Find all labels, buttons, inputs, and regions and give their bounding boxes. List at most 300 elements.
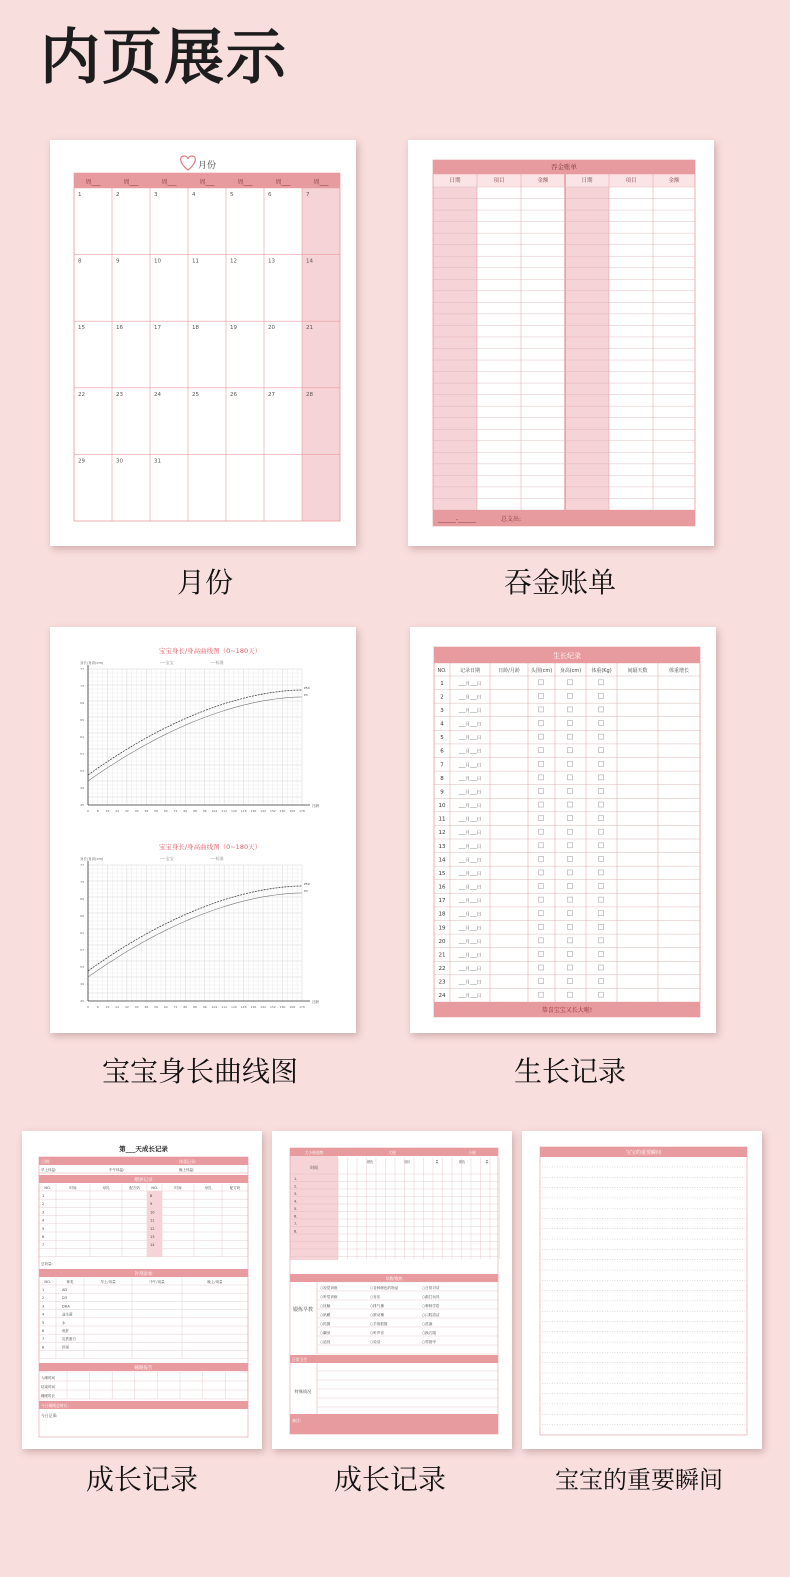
supp-item: DHA (62, 1304, 70, 1309)
ledger-col-header: 金额 (668, 178, 680, 184)
checkbox (539, 856, 544, 861)
x-tick: 160 (279, 809, 286, 813)
supp-no: 3 (42, 1304, 45, 1309)
savings-ledger-page (408, 140, 714, 546)
y-tick: 69 (80, 701, 84, 705)
day-number: 14 (306, 258, 313, 265)
checkbox (539, 829, 544, 834)
growth-date-cell: ___月___日 (458, 749, 482, 755)
ledger-col-header: 项目 (625, 178, 637, 184)
daily-field: 中午体温: (109, 1168, 125, 1172)
feed-no: 11 (150, 1218, 155, 1223)
supp-col: NO. (44, 1280, 51, 1284)
growth-row-number: 17 (438, 898, 446, 905)
day-number: 9 (116, 258, 120, 265)
early-notes-bar (290, 1414, 498, 1434)
early-header: 大小便观察 (304, 1150, 324, 1155)
week-label: 周___ (199, 179, 215, 186)
daily-title: 第___天成长记录 (119, 1145, 168, 1153)
checkbox (599, 911, 604, 916)
growth-row-number: 12 (438, 830, 446, 837)
day-number: 31 (154, 458, 161, 465)
day-number: 8 (78, 258, 82, 265)
early-row-no: 7. (294, 1222, 298, 1226)
checkbox (599, 748, 604, 753)
early-activity: ○趴睡 (320, 1313, 331, 1317)
daily-record-card (22, 1131, 262, 1449)
early-activity: ○音乐 (370, 1295, 381, 1299)
checkbox (539, 884, 544, 889)
y-tick: 57 (80, 752, 84, 756)
daily-field: 今日睡眠总时长: (41, 1403, 69, 1408)
x-tick: 48 (144, 809, 149, 813)
early-row-no: 5. (294, 1207, 298, 1211)
x-tick: 72 (173, 809, 178, 813)
feed-no: 5 (42, 1226, 45, 1231)
day-number: 28 (306, 391, 313, 398)
checkbox (599, 829, 604, 834)
day-number: 29 (78, 458, 85, 465)
feed-no: 14 (150, 1243, 155, 1248)
x-tick: 16 (105, 1005, 110, 1009)
checkbox (599, 802, 604, 807)
chart-legend: ----标准 (210, 660, 224, 665)
growth-row-number: 23 (438, 979, 446, 986)
growth-col-header: 记录日期 (459, 668, 481, 674)
supp-no: 7 (42, 1337, 45, 1342)
x-tick: 32 (124, 1005, 129, 1009)
checkbox (599, 884, 604, 889)
moments-page (522, 1131, 762, 1449)
early-activity: ○听声音 (370, 1331, 384, 1335)
early-header: 大便 (388, 1150, 396, 1155)
chart-legend: ----宝宝 (160, 856, 174, 861)
x-tick: 24 (115, 1005, 120, 1009)
checkbox (539, 951, 544, 956)
day-number: 2 (116, 192, 120, 198)
growth-row-number: 6 (440, 748, 444, 755)
daily-caption: 成长记录 (85, 1463, 198, 1496)
growth-row-number: 24 (438, 993, 446, 1000)
early-education-page (272, 1131, 512, 1449)
early-row-no: 1. (294, 1177, 298, 1181)
x-tick: 40 (134, 1005, 139, 1009)
checkbox (599, 870, 604, 875)
supp-item: 水 (62, 1320, 66, 1325)
y-tick: 77 (80, 863, 84, 867)
checkbox (568, 829, 573, 834)
growth-row-number: 11 (438, 816, 446, 823)
checkbox (568, 707, 573, 712)
early-activity: ○听觉训练 (320, 1295, 338, 1299)
growth-record-page (410, 627, 716, 1033)
x-tick: 144 (260, 1005, 266, 1009)
early-subheader: 颜色 (366, 1160, 374, 1164)
week-label: 周___ (275, 179, 291, 186)
y-tick: 69 (80, 897, 84, 901)
growth-row-number: 8 (440, 775, 444, 782)
supp-no: 2 (42, 1296, 45, 1301)
growth-row-number: 21 (438, 952, 446, 959)
checkbox (539, 693, 544, 698)
day-number: 3 (154, 192, 158, 198)
day-number: 16 (116, 325, 123, 332)
checkbox (599, 951, 604, 956)
checkbox (568, 911, 573, 916)
page-title: 内页展示 (40, 23, 288, 93)
daily-section: 喂养记录 (134, 1178, 153, 1183)
early-section-side: 锻炼早教 (292, 1307, 314, 1313)
feed-col: 配方奶 (129, 1186, 140, 1190)
feed-col: 时间 (69, 1186, 77, 1190)
x-tick: 24 (115, 809, 120, 813)
daily-field: 体重记录: (179, 1159, 197, 1164)
ledger-col-header: 日期 (449, 178, 461, 184)
growth-date-cell: ___月___日 (458, 736, 482, 742)
early-section: 备注: (292, 1418, 302, 1423)
supp-no: 1 (42, 1288, 45, 1292)
feed-col: 时间 (174, 1186, 182, 1190)
early-activity: ○追视 (320, 1340, 331, 1344)
feed-no: 7 (42, 1243, 45, 1248)
ledger-col-header: 日期 (581, 178, 593, 184)
x-tick: 104 (211, 809, 218, 813)
day-number: 25 (192, 391, 199, 398)
early-row-no: 2. (294, 1184, 298, 1189)
day-number: 23 (116, 391, 123, 398)
early-caption: 成长记录 (333, 1463, 446, 1496)
monthly-caption: 月份 (176, 566, 233, 599)
checkbox (539, 788, 544, 793)
chart-xlabel: 日龄 (312, 1000, 319, 1004)
checkbox (568, 788, 573, 793)
moments-title: 宝宝的重要瞬间 (625, 1150, 662, 1156)
early-activity: ○换衣服 (422, 1331, 436, 1335)
calendar-frame (74, 173, 340, 521)
savings-caption: 吞金账单 (503, 566, 616, 599)
x-tick: 152 (269, 1005, 276, 1009)
y-tick: 57 (80, 948, 84, 952)
checkbox (539, 734, 544, 739)
growth-row-number: 1 (440, 680, 444, 687)
ledger-footer-total: 总支出: (501, 516, 522, 523)
daily-section: 睡眠报告 (134, 1366, 153, 1371)
checkbox (539, 775, 544, 780)
checkbox (568, 843, 573, 848)
monthly-header-label: 月份 (198, 161, 217, 171)
checkbox (568, 938, 573, 943)
checkbox (568, 979, 573, 984)
day-number: 17 (154, 325, 161, 332)
checkbox (539, 680, 544, 685)
early-activity: ○抓握 (320, 1322, 331, 1326)
early-activity: ○抚触 (320, 1304, 331, 1308)
growth-date-cell: ___月___日 (458, 763, 482, 769)
x-tick: 120 (231, 1005, 237, 1009)
daily-field: 日期: (41, 1159, 51, 1164)
early-row-no: 6. (294, 1214, 298, 1219)
supp-item: 乳铁蛋白 (62, 1337, 76, 1342)
y-tick: 61 (80, 735, 84, 739)
checkbox (599, 924, 604, 929)
feed-no: 13 (150, 1235, 155, 1239)
early-activity: ○咿呀学语 (422, 1304, 440, 1308)
growth-col-header: 身高(cm) (559, 668, 582, 674)
feed-no: 10 (150, 1210, 155, 1215)
checkbox (568, 870, 573, 875)
checkbox (568, 992, 573, 997)
checkbox (599, 897, 604, 902)
y-tick: 45 (80, 999, 84, 1003)
checkbox (568, 775, 573, 780)
day-number: 26 (230, 391, 237, 398)
y-tick: 61 (80, 931, 84, 935)
height-chart-caption: 宝宝身长曲线图 (101, 1055, 298, 1088)
week-label: 周___ (313, 179, 329, 186)
growth-row-number: 9 (440, 789, 444, 796)
early-activity: ○敲打玩具 (422, 1295, 440, 1299)
growth-date-cell: ___月___日 (458, 817, 482, 823)
feed-no: 2 (42, 1202, 45, 1207)
supp-no: 5 (42, 1320, 45, 1325)
day-number: 10 (154, 258, 161, 265)
early-section: 日常卫生 (292, 1357, 308, 1362)
x-tick: 48 (144, 1005, 149, 1009)
supp-item: 鱼肝 (62, 1329, 69, 1333)
monthly-calendar-page (50, 140, 356, 546)
y-tick: 53 (80, 769, 84, 773)
growth-date-cell: ___月___日 (458, 708, 482, 714)
x-tick: 144 (260, 809, 266, 813)
feed-no: 12 (150, 1226, 155, 1231)
early-activity: ○被动操 (370, 1313, 384, 1317)
x-tick: 168 (289, 1005, 296, 1009)
checkbox (539, 816, 544, 821)
x-tick: 80 (183, 809, 188, 813)
y-tick: 65 (80, 914, 84, 918)
growth-row-number: 5 (440, 735, 444, 742)
calendar-grid (74, 173, 340, 521)
checkbox (568, 693, 573, 698)
early-education-card (272, 1131, 512, 1449)
checkbox (599, 775, 604, 780)
y-tick: 49 (80, 982, 84, 986)
growth-row-number: 18 (438, 911, 446, 918)
supp-no: 6 (42, 1329, 45, 1333)
checkbox (599, 761, 604, 766)
x-tick: 8 (96, 809, 99, 813)
checkbox (539, 761, 544, 766)
ledger-grid (433, 160, 695, 526)
ledger-col-header: 项目 (493, 178, 505, 184)
x-tick: 120 (231, 809, 237, 813)
day-number: 6 (268, 192, 272, 198)
heart-icon (181, 156, 196, 170)
day-number: 13 (268, 258, 275, 265)
x-tick: 168 (289, 809, 296, 813)
growth-row-number: 14 (438, 857, 446, 864)
daily-record-page (22, 1131, 262, 1449)
week-label: 周___ (161, 179, 177, 186)
growth-date-cell: ___月___日 (458, 899, 482, 905)
checkbox (539, 938, 544, 943)
checkbox (599, 680, 604, 685)
growth-record-card (410, 627, 716, 1033)
growth-col-header: NO. (437, 668, 447, 674)
chart-legend: ----标准 (210, 856, 224, 861)
checkbox (599, 707, 604, 712)
day-number: 27 (268, 391, 275, 398)
chart-title: 宝宝身长/身高曲线图（0~180天） (158, 647, 262, 655)
daily-grid (39, 1144, 248, 1437)
y-tick: 73 (80, 684, 84, 688)
week-label: 周___ (237, 179, 253, 186)
growth-date-cell: ___月___日 (458, 939, 482, 945)
early-activity: ○说话 (370, 1340, 381, 1344)
checkbox (568, 924, 573, 929)
x-tick: 176 (299, 1005, 305, 1009)
supp-item: 钙剂 (62, 1345, 69, 1350)
feed-col: NO. (151, 1186, 158, 1190)
daily-field: 晚上体温: (179, 1168, 195, 1172)
early-subheader: 颜色 (458, 1160, 466, 1164)
growth-row-number: 10 (438, 803, 446, 810)
ledger-title: 吞金账单 (551, 163, 577, 171)
curve-label: P50 (304, 882, 310, 886)
checkbox (568, 856, 573, 861)
feed-no: 6 (42, 1235, 45, 1239)
supp-col: 中午/用量 (149, 1280, 165, 1284)
x-tick: 64 (163, 809, 168, 813)
height-chart-card (50, 627, 356, 1033)
day-number: 20 (268, 325, 275, 332)
checkbox (539, 843, 544, 848)
day-number: 24 (154, 391, 161, 398)
growth-date-cell: ___月___日 (458, 681, 482, 687)
daily-field: 总奶量: (41, 1262, 53, 1266)
day-number: 30 (116, 458, 123, 465)
checkbox (539, 707, 544, 712)
daily-field: 早上体温: (41, 1168, 57, 1172)
early-section-bar (290, 1355, 498, 1363)
supp-col: 晚上/用量 (207, 1280, 223, 1284)
checkbox (568, 680, 573, 685)
height-chart-page (50, 627, 356, 1033)
day-number: 18 (192, 325, 199, 332)
growth-date-cell: ___月___日 (458, 980, 482, 986)
growth-col-header: 体重增长 (668, 668, 690, 674)
growth-date-cell: ___月___日 (458, 858, 482, 864)
growth-date-cell: ___月___日 (458, 790, 482, 796)
growth-col-header: 间隔天数 (627, 668, 648, 674)
growth-col-header: 日龄/月龄 (498, 668, 520, 674)
growth-row-number: 4 (440, 721, 444, 728)
feed-no: 3 (42, 1210, 45, 1215)
growth-date-cell: ___月___日 (458, 804, 482, 810)
day-number: 11 (192, 258, 199, 265)
growth-date-cell: ___月___日 (458, 831, 482, 837)
x-tick: 88 (193, 809, 197, 813)
savings-ledger-card (408, 140, 714, 546)
y-tick: 45 (80, 803, 84, 807)
checkbox (599, 693, 604, 698)
chart-legend: ----宝宝 (160, 660, 174, 665)
moments-card (522, 1131, 762, 1449)
daily-section: 补剂添加 (134, 1272, 153, 1277)
early-section-side: 特殊情况 (294, 1389, 312, 1394)
x-tick: 56 (154, 809, 159, 813)
y-tick: 77 (80, 667, 84, 671)
growth-title: 生长纪录 (553, 652, 581, 660)
early-header: 小便 (468, 1150, 476, 1155)
sleep-row: 结束时间 (41, 1385, 55, 1389)
feed-no: 8 (150, 1194, 153, 1198)
day-number: 15 (78, 325, 85, 332)
early-section: 早教/锻炼 (385, 1276, 403, 1281)
moments-frame (540, 1147, 747, 1435)
sleep-row: 睡眠时长 (41, 1394, 55, 1398)
supp-item: AD (62, 1288, 68, 1292)
checkbox (599, 938, 604, 943)
growth-row-number: 16 (438, 884, 446, 891)
feed-no: 9 (150, 1202, 153, 1207)
x-tick: 112 (221, 1005, 228, 1009)
chart-ylabel: 身长/身高(cm) (80, 661, 104, 665)
ledger-col-header: 金额 (537, 178, 549, 184)
day-number: 22 (78, 391, 85, 398)
x-tick: 72 (173, 1005, 178, 1009)
x-tick: 80 (183, 1005, 188, 1009)
x-tick: 16 (105, 809, 110, 813)
growth-row-number: 20 (438, 938, 446, 945)
checkbox (568, 721, 573, 726)
checkbox (568, 816, 573, 821)
early-activity: ○剪指甲 (422, 1340, 436, 1344)
x-tick: 136 (250, 1005, 257, 1009)
monthly-calendar-card (50, 140, 356, 546)
daily-bar (39, 1157, 248, 1165)
x-tick: 96 (202, 1005, 207, 1009)
supp-col: 早上/用量 (100, 1280, 116, 1284)
checkbox (599, 965, 604, 970)
early-activity: ○手指抓握 (370, 1322, 388, 1326)
checkbox (568, 734, 573, 739)
x-tick: 152 (269, 809, 276, 813)
early-activity: ○日常对话 (422, 1286, 440, 1290)
x-tick: 160 (279, 1005, 286, 1009)
growth-date-cell: ___月___日 (458, 722, 482, 728)
checkbox (599, 734, 604, 739)
checkbox (539, 979, 544, 984)
x-tick: 96 (202, 809, 207, 813)
early-row-no: 8. (294, 1229, 298, 1234)
ledger-footer-range: ______-______ (438, 516, 477, 523)
weekend-column (302, 188, 340, 521)
growth-date-cell: ___月___日 (458, 994, 482, 1000)
growth-grid (434, 647, 700, 1017)
x-tick: 8 (96, 1005, 99, 1009)
growth-date-cell: ___月___日 (458, 776, 482, 782)
growth-row-number: 22 (438, 966, 446, 973)
x-tick: 40 (134, 809, 139, 813)
feed-no: 1 (42, 1194, 45, 1198)
day-number: 19 (230, 325, 237, 332)
checkbox (568, 897, 573, 902)
growth-row-number: 15 (438, 870, 446, 877)
chart-ylabel: 身长/身高(cm) (80, 857, 104, 861)
day-number: 7 (306, 192, 310, 198)
day-number: 5 (230, 192, 234, 198)
